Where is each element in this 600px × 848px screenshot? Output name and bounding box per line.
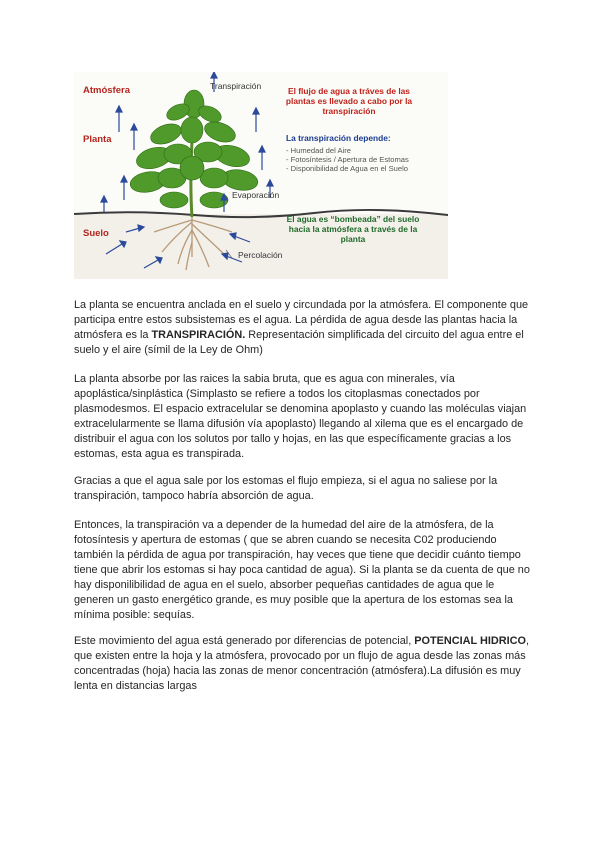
paragraph-5 [74, 634, 530, 694]
paragraph-3 [74, 474, 530, 504]
pumped-statement: El agua es “bombeada” del suelo hacia la atmósfera a través de la planta [286, 214, 420, 244]
depends-item: - Disponibilidad de Agua en el Suelo [286, 164, 414, 173]
label-evaporacion: Evaporación [232, 190, 280, 200]
potencial-hidrico-bold: POTENCIAL HIDRICO [414, 635, 526, 647]
label-transpiracion: Transpiración [210, 81, 262, 91]
transpiracion-bold: TRANSPIRACIÓN. [151, 329, 246, 341]
depends-item: - Fotosíntesis / Apertura de Estomas [286, 155, 414, 164]
flow-statement: El flujo de agua a tráves de las plantas es llevado a cabo por la transpiración [285, 86, 413, 116]
transpiration-diagram [74, 72, 448, 279]
depends-item: - Humedad del Aire [286, 146, 414, 155]
paragraph-4 [74, 518, 530, 623]
paragraph-4-text: Entonces, la transpiración va a depender de la humedad del aire de la atmósfera, de la fotosíntesis y apertura de estomas ( que se abren cuando se necesita C02 produciendo también la pérdida de agua por transpiración, hay veces que tiene que decidir cuánto tiempo tiene que abrir los estomas si hay poca cantidad de agua). Si la planta se da cuenta de que no hay disponilibilidad de agua en el suelo, absorber pequeñas cantidades de agua que le generen un gasto energético grande, es muy posible que la apertura de los estomas sea la mínima posible: sequías. [74, 519, 530, 621]
depends-title: La transpiración depende: [286, 133, 391, 143]
paragraph-2-text: La planta absorbe por las raices la sabia bruta, que es agua con minerales, vía apoplástica/sinplástica (Simplasto se refiere a todos los citoplasmas conectados por plasmodesmos. El espacio extracelular se denomina apoplasto y cuando las moléculas viajan extracelularmente se llama difusión vía apoplasto) llegando al xilema que es el encargado de distribuir el agua con los solutos por tallo y hojas, en las que específicamente gracias a los estomas, esta agua es transpirada. [74, 373, 527, 460]
paragraph-5-text-a: Este movimiento del agua está generado por diferencias de potencial, [74, 635, 415, 647]
paragraph-1-text-a: La planta se encuentra anclada en el suelo y circundada por la atmósfera. El componente que participa entre estos subsistemas es el agua. La pérdida de agua desde las plantas hacia la atmósfera es la [74, 299, 529, 341]
zone-label-planta: Planta [83, 134, 112, 145]
zone-label-suelo: Suelo [83, 228, 109, 239]
paragraph-5-text-b: , que existen entre la hoja y la atmósfera, provocado por un flujo de agua desde las zonas más concentradas (hoja) hacia las zonas de menor concentración (atmósfera).La difusión es muy lenta en distancias largas [74, 635, 530, 692]
paragraph-3-text: Gracias a que el agua sale por los estomas el flujo empieza, si el agua no saliese por la transpiración, tampoco habría absorción de agua. [74, 475, 498, 502]
paragraph-2 [74, 372, 530, 462]
zone-label-atmosfera: Atmósfera [83, 85, 130, 96]
paragraph-1-text-b: Representación simplificada del circuito del agua entre el suelo y el aire (símil de la Ley de Ohm) [74, 329, 524, 356]
depends-list [286, 146, 414, 173]
label-percolacion: Percolación [238, 250, 283, 260]
paragraph-1 [74, 298, 530, 358]
